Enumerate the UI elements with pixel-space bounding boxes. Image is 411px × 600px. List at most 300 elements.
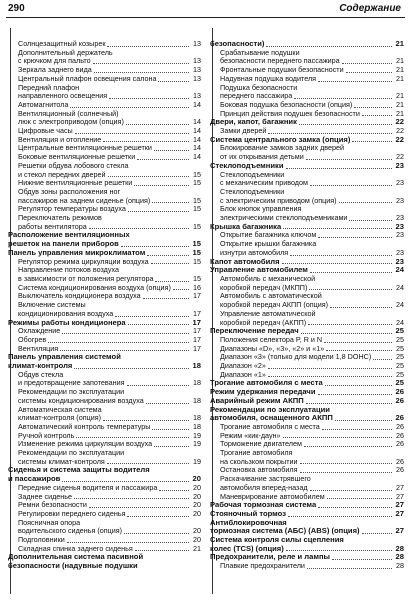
toc-leader-dots bbox=[124, 533, 189, 534]
toc-leader-dots bbox=[89, 507, 189, 508]
toc-page-number: 19 bbox=[193, 430, 201, 440]
page-header bbox=[0, 0, 411, 20]
toc-entry-text: коробкой передач (МКПП) bbox=[220, 282, 308, 292]
toc-leader-dots bbox=[147, 255, 189, 256]
toc-entry-text: и стекол передних дверей bbox=[18, 169, 106, 179]
toc-leader-dots bbox=[151, 263, 189, 264]
toc-page-number: 23 bbox=[395, 256, 404, 266]
toc-entry-text: Переключение передач bbox=[210, 326, 299, 336]
toc-leader-dots bbox=[107, 46, 189, 47]
toc-entry-text: Блокирование замков задних дверей bbox=[220, 143, 345, 153]
toc-page-number: 24 bbox=[396, 300, 404, 310]
toc-entry-line bbox=[210, 562, 404, 571]
toc-leader-dots bbox=[74, 368, 189, 369]
toc-entry-text: Рекомендации по эксплуатации bbox=[210, 404, 330, 414]
toc-entry-text: изнутри автомобиля bbox=[220, 247, 289, 257]
toc-leader-dots bbox=[286, 550, 392, 551]
toc-leader-dots bbox=[318, 507, 392, 508]
toc-entry-text: Центральные вентиляционные решетки bbox=[18, 143, 152, 153]
toc-entry-text: Режим удержания передачи bbox=[210, 387, 316, 397]
toc-page-number: 27 bbox=[396, 482, 404, 492]
toc-entry-text: Режим «кик-даун» bbox=[220, 430, 281, 440]
toc-entry-text: Диапазон «1» bbox=[220, 369, 266, 379]
toc-page-number: 22 bbox=[396, 152, 404, 162]
toc-page-number: 20 bbox=[193, 535, 201, 545]
toc-entry-text: Плавкие предохранители bbox=[220, 561, 305, 571]
toc-page-number: 23 bbox=[395, 160, 404, 170]
toc-entry-text: Панель управления системой bbox=[8, 352, 121, 362]
toc-page-number: 15 bbox=[193, 256, 201, 266]
toc-leader-dots bbox=[154, 446, 189, 447]
toc-page-number: 15 bbox=[192, 239, 201, 249]
toc-leader-dots bbox=[159, 490, 189, 491]
toc-leader-dots bbox=[306, 159, 392, 160]
toc-leader-dots bbox=[70, 107, 189, 108]
toc-entry-text: Диапазоны «D», «3», «2» и «1» bbox=[220, 343, 325, 353]
toc-page-number: 14 bbox=[193, 99, 201, 109]
toc-page-number: 23 bbox=[396, 230, 404, 240]
toc-page-number: 16 bbox=[193, 282, 201, 292]
toc-leader-dots bbox=[152, 429, 189, 430]
toc-entry-text: Стояночный тормоз bbox=[210, 508, 286, 518]
toc-entry-text: коробкой передач АКПП (опция) bbox=[220, 300, 329, 310]
toc-entry-text: Двери, капот, багажник bbox=[210, 117, 297, 127]
toc-leader-dots bbox=[362, 115, 392, 116]
toc-entry-text: Подголовники bbox=[18, 535, 65, 545]
toc-entry-text: Аварийный режим АКПП bbox=[210, 395, 304, 405]
toc-entry-text: водительского сиденья (опция) bbox=[18, 526, 123, 536]
toc-page-number: 21 bbox=[193, 543, 201, 553]
toc-entry-text: Открытие крышки багажника bbox=[220, 239, 317, 249]
toc-leader-dots bbox=[127, 516, 189, 517]
toc-page-number: 14 bbox=[193, 134, 201, 144]
toc-leader-dots bbox=[74, 498, 189, 499]
toc-leader-dots bbox=[299, 124, 392, 125]
toc-page-number: 18 bbox=[193, 413, 201, 423]
toc-leader-dots bbox=[135, 550, 189, 551]
toc-page-number: 15 bbox=[193, 169, 201, 179]
toc-leader-dots bbox=[322, 429, 392, 430]
toc-entry-text: пассажиров на заднем сиденье (опция) bbox=[18, 195, 151, 205]
toc-entry-text: Нижние вентиляционные решетки bbox=[18, 178, 133, 188]
toc-page-number: 23 bbox=[396, 213, 404, 223]
toc-leader-dots bbox=[300, 472, 392, 473]
toc-entry-text: Стеклоподъемники bbox=[220, 186, 285, 196]
toc-leader-dots bbox=[115, 316, 189, 317]
toc-leader-dots bbox=[128, 324, 189, 325]
toc-page-number: 17 bbox=[193, 308, 201, 318]
toc-page-number: 17 bbox=[193, 343, 201, 353]
toc-entry-text: Предохранители, реле и лампы bbox=[210, 552, 331, 562]
toc-entry-text: Положения селектора P, R и N bbox=[220, 334, 323, 344]
toc-leader-dots bbox=[335, 420, 392, 421]
toc-leader-dots bbox=[326, 350, 392, 351]
toc-left-column bbox=[8, 40, 201, 596]
toc-entry-text: Капот автомобиля bbox=[210, 256, 280, 266]
toc-entry-text: Обдув зоны расположения ног bbox=[18, 186, 121, 196]
toc-leader-dots bbox=[143, 298, 189, 299]
toc-entry-text: автомобиля вперед-назад bbox=[220, 482, 308, 492]
toc-entry-text: Цифровые часы bbox=[18, 126, 73, 136]
toc-entry-text: с крючком для пальто bbox=[18, 56, 91, 66]
toc-leader-dots bbox=[300, 463, 392, 464]
toc-entry-text: Поясничная опора bbox=[18, 517, 81, 527]
toc-leader-dots bbox=[94, 72, 189, 73]
toc-page-number: 23 bbox=[396, 247, 404, 257]
toc-page-number: 23 bbox=[396, 178, 404, 188]
toc-page-number: 17 bbox=[193, 334, 201, 344]
toc-page-number: 22 bbox=[396, 126, 404, 136]
toc-entry-text: направленного освещения bbox=[18, 91, 108, 101]
toc-entry-text: Диапазон «2» bbox=[220, 361, 266, 371]
toc-leader-dots bbox=[93, 63, 189, 64]
toc-leader-dots bbox=[325, 385, 392, 386]
toc-leader-dots bbox=[346, 72, 392, 73]
toc-entry-text: Дополнительный держатель bbox=[18, 47, 113, 57]
toc-right-column bbox=[210, 40, 404, 596]
toc-entry-text: Трогание автомобиля bbox=[220, 448, 293, 458]
toc-entry-text: Рекомендации по эксплуатации bbox=[18, 448, 125, 458]
toc-entry-text: Направление потоков воздуха bbox=[18, 265, 119, 275]
toc-entry-text: решеток на панели приборов bbox=[8, 239, 119, 249]
toc-leader-dots bbox=[75, 133, 189, 134]
toc-entry-text: безопасности) bbox=[210, 40, 265, 48]
toc-page-number: 15 bbox=[193, 178, 201, 188]
toc-entry-text: Подушка безопасности bbox=[220, 82, 298, 92]
toc-entry-text: Переключатель режимов bbox=[18, 213, 102, 223]
toc-entry-text: от их открывания детьми bbox=[220, 152, 304, 162]
toc-page-number: 21 bbox=[396, 73, 404, 83]
toc-page-number: 17 bbox=[193, 326, 201, 336]
toc-page-number: 18 bbox=[193, 421, 201, 431]
page-number: 290 bbox=[8, 3, 25, 14]
toc-leader-dots bbox=[283, 437, 392, 438]
toc-leader-dots bbox=[134, 185, 189, 186]
toc-entry-text: Центральный плафон освещения салона bbox=[18, 73, 157, 83]
toc-page-number: 14 bbox=[193, 143, 201, 153]
toc-leader-dots bbox=[62, 481, 189, 482]
toc-leader-dots bbox=[137, 159, 189, 160]
toc-entry-text: электрическими стеклоподъемниками bbox=[220, 213, 348, 223]
toc-entry-text: Рекомендации по эксплуатации bbox=[18, 387, 125, 397]
toc-entry-text: Надувная подушка водителя bbox=[220, 73, 317, 83]
toc-entry-text: и пассажиров bbox=[8, 474, 61, 484]
toc-page-number: 26 bbox=[396, 421, 404, 431]
toc-entry-text: системы кондиционирования воздуха bbox=[18, 395, 144, 405]
toc-leader-dots bbox=[103, 420, 189, 421]
toc-leader-dots bbox=[152, 202, 189, 203]
toc-leader-dots bbox=[121, 246, 189, 247]
toc-leader-dots bbox=[60, 350, 189, 351]
toc-leader-dots bbox=[127, 385, 189, 386]
toc-leader-dots bbox=[342, 63, 392, 64]
toc-entry-text: Срабатывание подушки bbox=[220, 47, 300, 57]
toc-page-number: 13 bbox=[193, 73, 201, 83]
toc-entry-text: Регулировки переднего сиденья bbox=[18, 508, 126, 518]
toc-page-number: 13 bbox=[193, 65, 201, 75]
toc-page-number: 15 bbox=[193, 273, 201, 283]
toc-page-number: 14 bbox=[193, 117, 201, 127]
toc-entry-text: Торможение двигателем bbox=[220, 439, 302, 449]
toc-page-number: 21 bbox=[395, 40, 404, 48]
toc-leader-dots bbox=[339, 202, 392, 203]
toc-leader-dots bbox=[301, 333, 392, 334]
toc-page-number: 23 bbox=[395, 221, 404, 231]
toc-leader-dots bbox=[48, 342, 189, 343]
toc-entry-text: Фронтальные подушки безопасности bbox=[220, 65, 344, 75]
toc-page-number: 26 bbox=[396, 439, 404, 449]
toc-entry-text: Передний плафон bbox=[18, 82, 80, 92]
toc-leader-dots bbox=[318, 394, 392, 395]
toc-entry-text: Боковые вентиляционные решетки bbox=[18, 152, 136, 162]
toc-page-number: 25 bbox=[396, 369, 404, 379]
toc-leader-dots bbox=[146, 403, 189, 404]
toc-page-number: 20 bbox=[193, 500, 201, 510]
toc-entry-text: Трогание автомобиля с места bbox=[220, 421, 320, 431]
toc-page-number: 13 bbox=[193, 56, 201, 66]
toc-page-number: 17 bbox=[192, 317, 201, 327]
toc-leader-dots bbox=[266, 46, 392, 47]
toc-page-number: 25 bbox=[396, 361, 404, 371]
toc-page-number: 27 bbox=[396, 491, 404, 501]
toc-leader-dots bbox=[76, 437, 189, 438]
toc-leader-dots bbox=[332, 559, 392, 560]
toc-leader-dots bbox=[126, 124, 189, 125]
toc-entry-text: Боковая подушка безопасности (опция) bbox=[220, 99, 353, 109]
toc-leader-dots bbox=[310, 272, 392, 273]
toc-entry-text: Стеклоподъемники bbox=[220, 169, 285, 179]
toc-entry-text: работы вентилятора bbox=[18, 221, 87, 231]
toc-page-number: 21 bbox=[396, 65, 404, 75]
toc-leader-dots bbox=[155, 281, 189, 282]
toc-page-number: 26 bbox=[396, 465, 404, 475]
toc-leader-dots bbox=[318, 237, 392, 238]
toc-page-number: 24 bbox=[396, 317, 404, 327]
toc-page-number: 25 bbox=[395, 326, 404, 336]
toc-leader-dots bbox=[309, 289, 392, 290]
toc-page-number: 17 bbox=[193, 291, 201, 301]
toc-leader-dots bbox=[306, 403, 392, 404]
toc-entry-text: Крышка багажника bbox=[210, 221, 282, 231]
toc-leader-dots bbox=[283, 228, 392, 229]
toc-entry-text: в зависимости от положения регулятора bbox=[18, 273, 154, 283]
toc-entry-text: Управление автоматической bbox=[220, 308, 316, 318]
toc-entry-line bbox=[8, 562, 201, 571]
toc-entry-text: Антиблокировочная bbox=[210, 517, 287, 527]
toc-leader-dots bbox=[352, 141, 392, 142]
toc-page-number: 19 bbox=[193, 456, 201, 466]
toc-page-number: 24 bbox=[396, 282, 404, 292]
toc-entry-text: безопасности переднего пассажира bbox=[220, 56, 340, 66]
toc-page-number: 20 bbox=[192, 474, 201, 484]
toc-entry-text: с механическим приводом bbox=[220, 178, 308, 188]
toc-page-number: 21 bbox=[396, 91, 404, 101]
toc-page-number: 18 bbox=[192, 361, 201, 371]
toc-entry-text: Зеркала заднего вида bbox=[18, 65, 92, 75]
toc-entry-text: Обдув стекла bbox=[18, 369, 64, 379]
toc-page-number: 27 bbox=[395, 500, 404, 510]
toc-leader-dots bbox=[290, 255, 392, 256]
toc-entry-text: Ручной контроль bbox=[18, 430, 75, 440]
toc-entry-text: Панель управления микроклиматом bbox=[8, 247, 146, 257]
toc-leader-dots bbox=[294, 98, 392, 99]
toc-entry-text: Решетки обдува лобового стекла bbox=[18, 160, 129, 170]
toc-entry-text: Открытие багажника ключом bbox=[220, 230, 317, 240]
toc-entry-text: климат-контроля bbox=[8, 361, 73, 371]
toc-entry-text: Принцип действия подушек безопасности bbox=[220, 108, 360, 118]
toc-leader-dots bbox=[67, 542, 189, 543]
toc-page-number: 28 bbox=[396, 561, 404, 571]
toc-entry-text: Автомагнитола bbox=[18, 99, 69, 109]
toc-entry-text: коробкой передач (АКПП) bbox=[220, 317, 307, 327]
toc-leader-dots bbox=[128, 211, 189, 212]
toc-entry-text: Автомобиль с автоматической bbox=[220, 291, 322, 301]
toc-page-number: 25 bbox=[396, 334, 404, 344]
toc-leader-dots bbox=[62, 333, 189, 334]
toc-leader-dots bbox=[108, 176, 189, 177]
toc-page-number: 15 bbox=[193, 204, 201, 214]
toc-page-number: 15 bbox=[193, 221, 201, 231]
toc-page-number: 26 bbox=[396, 430, 404, 440]
toc-entry-text: Раскачивание застрявшего bbox=[220, 474, 311, 484]
toc-page-number: 27 bbox=[395, 526, 404, 536]
toc-leader-dots bbox=[354, 107, 392, 108]
toc-leader-dots bbox=[310, 185, 392, 186]
toc-page-number: 26 bbox=[395, 387, 404, 397]
toc-page-number: 14 bbox=[193, 152, 201, 162]
toc-entry-text: Маневрирование автомобилем bbox=[220, 491, 325, 501]
toc-page-number: 20 bbox=[193, 526, 201, 536]
toc-entry-text: Регулятор температуры воздуха bbox=[18, 204, 126, 214]
toc-entry-text: Блок кнопок управления bbox=[220, 204, 302, 214]
toc-page-number: 13 bbox=[193, 91, 201, 101]
toc-entry-text: Система контроля силы сцепления bbox=[210, 535, 344, 545]
toc-leader-dots bbox=[310, 490, 392, 491]
toc-entry-text: Солнцезащитный козырек bbox=[18, 40, 106, 48]
toc-entry-text: Дополнительная система пасивной bbox=[8, 552, 144, 562]
toc-leader-dots bbox=[288, 516, 392, 517]
toc-leader-dots bbox=[324, 342, 392, 343]
toc-page-number: 25 bbox=[395, 378, 404, 388]
header-rule bbox=[6, 17, 405, 18]
toc-page-number: 21 bbox=[396, 56, 404, 66]
toc-page-number: 26 bbox=[395, 395, 404, 405]
toc-entry-text: кондиционирования воздуха bbox=[18, 308, 114, 318]
toc-entry-text: климат-контроля (опция) bbox=[18, 413, 102, 423]
toc-entry-text: Складная спинка заднего сиденья bbox=[18, 543, 133, 553]
toc-entry-text: тормозная система (АБС) (ABS) (опция) bbox=[210, 526, 360, 536]
toc-page-number: 19 bbox=[193, 439, 201, 449]
toc-page-number: 27 bbox=[395, 508, 404, 518]
toc-entry-text: системы климат-контроля bbox=[18, 456, 105, 466]
toc-entry-text: Управление автомобилем bbox=[210, 265, 308, 275]
toc-leader-dots bbox=[308, 324, 392, 325]
toc-page-number: 18 bbox=[193, 395, 201, 405]
toc-leader-dots bbox=[109, 98, 189, 99]
toc-page-number: 22 bbox=[395, 134, 404, 144]
toc-leader-dots bbox=[103, 141, 189, 142]
toc-entry-text: Рабочая тормозная система bbox=[210, 500, 317, 510]
toc-page-number: 23 bbox=[396, 195, 404, 205]
toc-entry-text: Передние сиденья водителя и пассажира bbox=[18, 482, 158, 492]
toc-page-number: 20 bbox=[193, 508, 201, 518]
toc-leader-dots bbox=[327, 498, 392, 499]
toc-entry-text: Режимы работы кондиционера bbox=[8, 317, 126, 327]
toc-page-number: 22 bbox=[395, 117, 404, 127]
toc-entry-text: Заднее сиденье bbox=[18, 491, 73, 501]
toc-entry-text: Диапазон «3» (только для модели 1,8 DOHC) bbox=[220, 352, 372, 362]
toc-leader-dots bbox=[304, 446, 392, 447]
toc-page-number: 21 bbox=[396, 108, 404, 118]
toc-leader-dots bbox=[318, 81, 392, 82]
toc-page-number: 20 bbox=[193, 491, 201, 501]
toc-entry-text: автомобиля, оснащенного АКПП bbox=[210, 413, 333, 423]
toc-entry-text: на скользком покрытии bbox=[220, 456, 298, 466]
toc-page-number: 26 bbox=[396, 456, 404, 466]
toc-leader-dots bbox=[362, 533, 392, 534]
toc-entry-text: колес (TCS) (опция) bbox=[210, 543, 284, 553]
toc-entry-text: Регулятор режима циркуляции воздуха bbox=[18, 256, 149, 266]
toc-page-number: 25 bbox=[396, 343, 404, 353]
toc-entry-text: Обогрев bbox=[18, 334, 47, 344]
toc-page-number: 28 bbox=[395, 543, 404, 553]
toc-page-number: 21 bbox=[396, 99, 404, 109]
toc-entry-text: Автоматическая система bbox=[18, 404, 102, 414]
toc-page-number: 18 bbox=[193, 378, 201, 388]
toc-page-number: 20 bbox=[193, 482, 201, 492]
toc-entry-text: люк с электроприводом (опция) bbox=[18, 117, 124, 127]
toc-entry-text: Стеклоподъемники bbox=[210, 160, 284, 170]
toc-leader-dots bbox=[154, 150, 189, 151]
toc-entry-text: безопасности (надувные подушки bbox=[8, 561, 138, 571]
toc-entry-text: Замки дверей bbox=[220, 126, 267, 136]
toc-entry-text: и предотвращение запотевания bbox=[18, 378, 125, 388]
toc-entry-text: Изменение режима циркуляции воздуха bbox=[18, 439, 153, 449]
toc-page-number: 13 bbox=[193, 40, 201, 48]
toc-entry-text: Трогание автомобиля с места bbox=[210, 378, 323, 388]
toc-leader-dots bbox=[173, 289, 189, 290]
toc-entry-text: Вентиляция и отопление bbox=[18, 134, 102, 144]
toc-entry-text: Автомобиль с механической bbox=[220, 273, 316, 283]
toc-entry-text: Ремни безопасности bbox=[18, 500, 87, 510]
toc-leader-dots bbox=[286, 168, 392, 169]
toc-leader-dots bbox=[349, 220, 392, 221]
toc-entry-text: с электрическим приводом (опция) bbox=[220, 195, 337, 205]
toc-entry-text: Вентиляционный (солнечный) bbox=[18, 108, 119, 118]
toc-page-number: 24 bbox=[395, 265, 404, 275]
toc-leader-dots bbox=[158, 81, 189, 82]
toc-leader-dots bbox=[107, 463, 189, 464]
toc-leader-dots bbox=[268, 133, 392, 134]
toc-entry-text: Включение системы bbox=[18, 300, 86, 310]
toc-entry-text: Остановка автомобиля bbox=[220, 465, 298, 475]
toc-leader-dots bbox=[373, 359, 392, 360]
toc-entry-text: переднего пассажира bbox=[220, 91, 293, 101]
toc-entry-text: Вентиляция bbox=[18, 343, 59, 353]
toc-entry-text: Система центрального замка (опция) bbox=[210, 134, 351, 144]
toc-page-number: 15 bbox=[192, 247, 201, 257]
toc-page-number: 15 bbox=[193, 195, 201, 205]
toc-leader-dots bbox=[89, 228, 189, 229]
toc-leader-dots bbox=[282, 263, 392, 264]
toc-entry-text: Автоматический контроль температуры bbox=[18, 421, 151, 431]
toc-page-number: 14 bbox=[193, 126, 201, 136]
toc-leader-dots bbox=[330, 307, 392, 308]
toc-page-number: 28 bbox=[395, 552, 404, 562]
toc-leader-dots bbox=[268, 368, 392, 369]
toc-entry-text: Расположение вентиляционных bbox=[8, 230, 130, 240]
toc-leader-dots bbox=[307, 568, 392, 569]
